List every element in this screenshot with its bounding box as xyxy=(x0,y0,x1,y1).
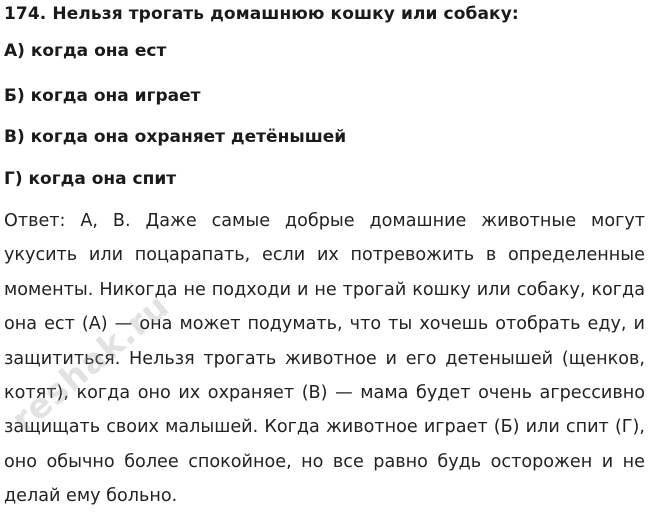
question-title: 174. Нельзя трогать домашнюю кошку или собаку: xyxy=(4,4,519,24)
option-b: Б) когда она играет xyxy=(4,86,201,106)
answer-text: Ответ: А, В. Даже самые добрые домашние животные могут укусить или поцарапать, если их потревожить в определенные моменты. Никогда не подходи и не трогай кошку или собаку, когда она ест (А) — она может подумать, что ты хочешь отобрать еду, и защититься. Нельзя трогать животное и его детенышей (щенков, котят), когда оно их охраняет (В) — мама будет очень агрессивно защищать своих малышей. Когда животное играет (Б) или спит (Г), оно обычно более спокойное, но все равно будь осторожен и не делай ему больно. xyxy=(4,211,645,507)
watermark: reshak.ru xyxy=(4,286,178,441)
option-v: В) когда она охраняет детёнышей xyxy=(4,127,347,147)
option-a: А) когда она ест xyxy=(4,41,167,61)
option-g: Г) когда она спит xyxy=(4,169,177,189)
